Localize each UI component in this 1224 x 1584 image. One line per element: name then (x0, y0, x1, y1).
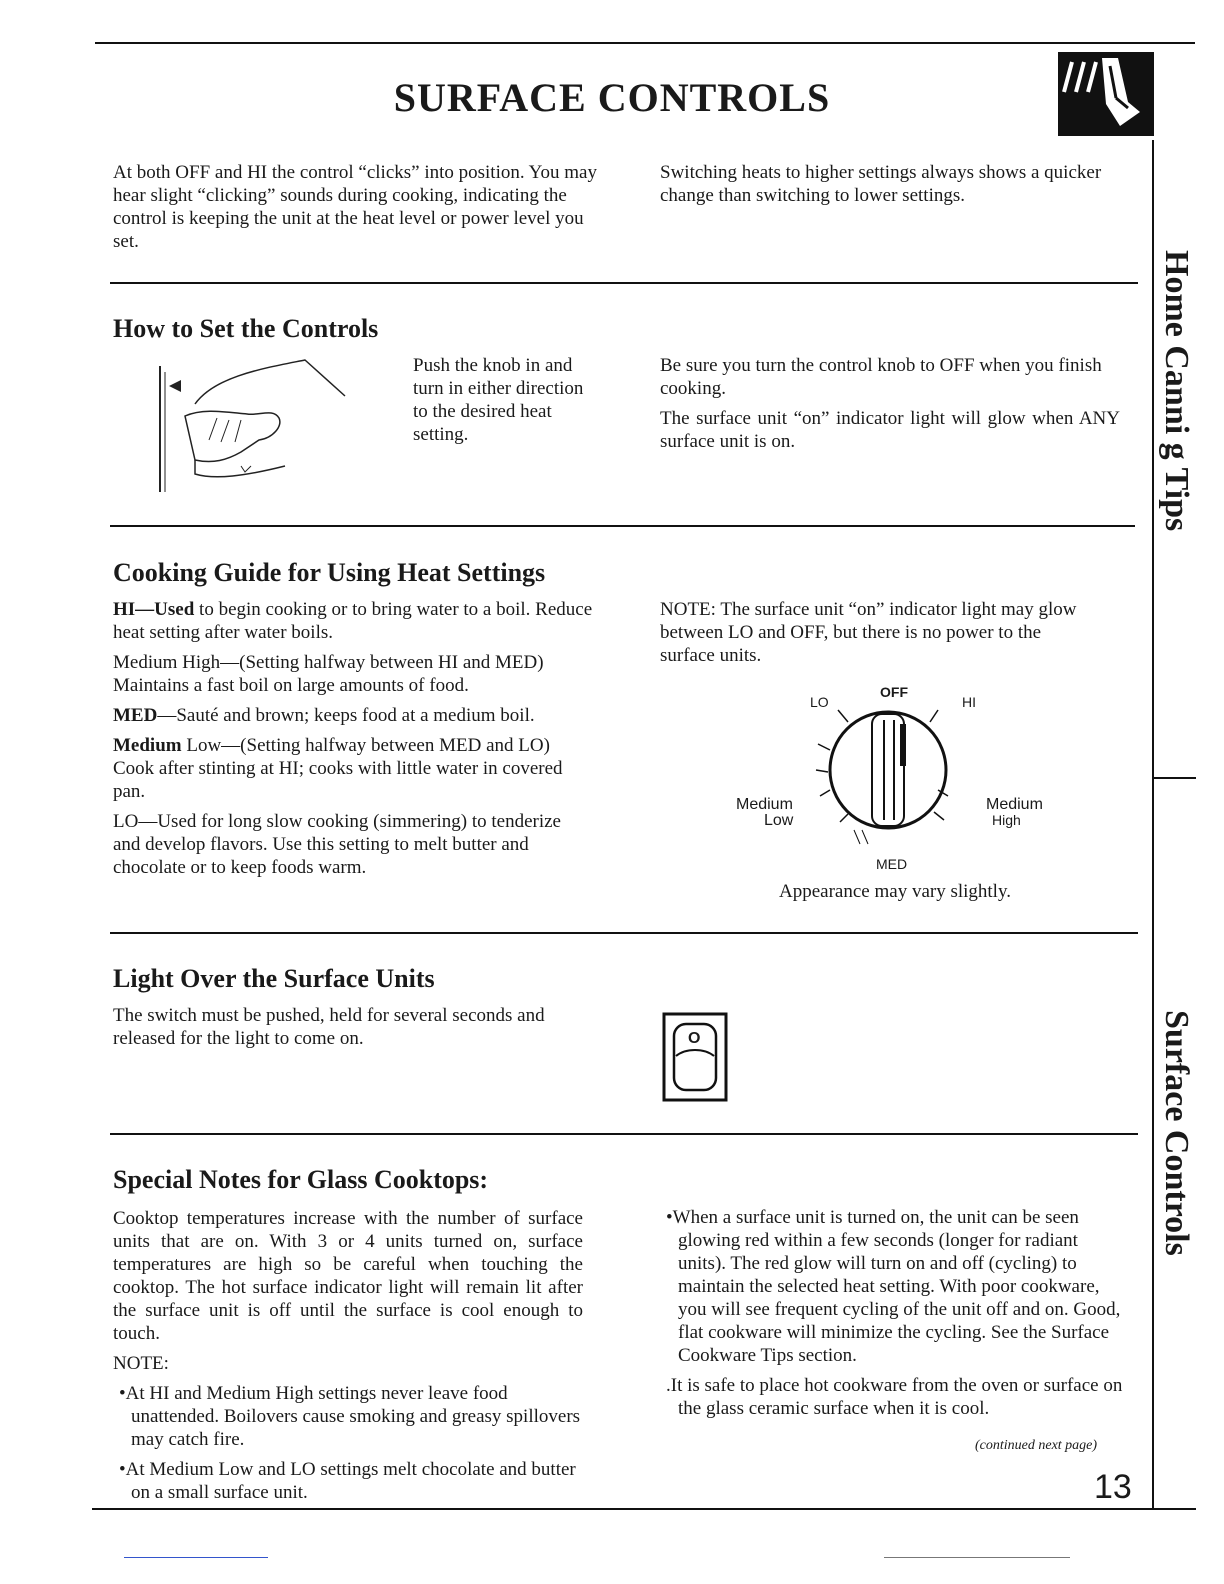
how-to-set-section (113, 314, 613, 344)
guide-item-medium-low-term: Medium (113, 735, 182, 756)
sidebar-surface-controls: Surface Controls (1158, 1010, 1195, 1256)
divider-3 (110, 932, 1138, 934)
how-to-set-right-p2: The surface unit “on” indicator light will glow when ANY surface unit is on. (660, 408, 1120, 452)
guide-item-hi (113, 598, 593, 644)
guide-item-med (113, 704, 593, 727)
intro-left-text: At both OFF and HI the control “clicks” into position. You may hear slight “clicking” sounds during cooking, indicating the control is keeping the unit at the heat level or power level you set. (113, 162, 597, 252)
guide-item-hi-text: to begin cooking or to bring water to a boil. Reduce heat setting after water boils. (113, 599, 593, 643)
switch-symbol: O (688, 1030, 701, 1047)
rocker-switch-icon (662, 1012, 728, 1102)
dial-label-medium-low-1: Medium (736, 796, 793, 813)
guide-item-lo (113, 810, 593, 879)
divider-2 (110, 525, 1135, 527)
how-to-set-caption-text: Push the knob in and turn in either direction to the desired heat setting. (413, 355, 584, 445)
dial-caption (660, 880, 1130, 910)
cooking-guide-heading: Cooking Guide for Using Heat Settings (113, 558, 546, 587)
dial-caption-text: Appearance may vary slightly. (779, 881, 1011, 902)
glass-note-label: NOTE: (113, 1353, 169, 1374)
glass-right (660, 1206, 1130, 1427)
guide-item-medium-high-text: Medium High—(Setting halfway between HI and MED) Maintains a fast boil on large amounts of food. (113, 652, 544, 696)
glass-bullet-left-2-text: At Medium Low and LO settings melt chocolate and butter on a small surface unit. (125, 1459, 576, 1503)
cooking-guide-note (660, 598, 1100, 674)
glass-bullet-right-2-text: It is safe to place hot cookware from the oven or surface on the glass ceramic surface when it is cool. (670, 1375, 1123, 1419)
continued-note: (continued next page) (975, 1438, 1098, 1453)
footer-line-left (124, 1557, 268, 1558)
glass-bullet-right-1-text: When a surface unit is turned on, the unit can be seen glowing red within a few seconds (longer for radiant units). The red glow will turn on and off (cycling) to maintain the selected heat setting. With poor cookware, you will see frequent cycling of the unit off and on. Good, flat cookware will minimize the cycling. See the Surface Cookware Tips section. (672, 1207, 1121, 1366)
cooking-guide-section (113, 558, 593, 886)
dial-label-med: MED (876, 856, 908, 872)
guide-item-med-text: —Sauté and brown; keeps food at a medium boil. (157, 705, 535, 726)
how-to-set-caption (413, 354, 593, 453)
guide-item-medium-low (113, 734, 593, 803)
divider-1 (110, 282, 1138, 284)
guide-item-medium-high (113, 651, 593, 697)
glass-bullet-left-2: •At Medium Low and LO settings melt chocolate and butter on a small surface unit. (119, 1459, 576, 1503)
guide-item-med-term: MED (113, 705, 158, 726)
footer-line-right (884, 1557, 1070, 1558)
dial-knob-icon (730, 680, 1060, 880)
dial-label-lo: LO (810, 694, 829, 710)
intro-left (113, 161, 603, 260)
light-section (113, 964, 583, 1057)
intro-right-text: Switching heats to higher settings always shows a quicker change than switching to lower settings. (660, 162, 1102, 206)
dial-label-medium-low-2: Low (764, 812, 794, 829)
dial-label-off: OFF (880, 684, 908, 700)
heat-dial-diagram (730, 680, 1060, 880)
how-to-set-heading: How to Set the Controls (113, 314, 379, 343)
glass-bullet-left-1-text: At HI and Medium High settings never leave food unattended. Boilovers cause smoking and greasy spillovers may catch fire. (125, 1383, 581, 1450)
page-number: 13 (1094, 1468, 1132, 1506)
top-rule (95, 42, 1195, 44)
guide-item-medium-low-text: Low—(Setting halfway between MED and LO) Cook after stinting at HI; cooks with little water in covered pan. (113, 735, 563, 802)
light-heading: Light Over the Surface Units (113, 964, 435, 993)
divider-4 (110, 1133, 1138, 1135)
sidebar-divider (1154, 777, 1196, 779)
glass-bullet-right-1: •When a surface unit is turned on, the unit can be seen glowing red within a few seconds (longer for radiant units). The red glow will turn on and off (cycling) to maintain the selected heat setting. With poor cookware, you will see frequent cycling of the unit off and on. Good, flat cookware will minimize the cycling. See the Surface Cookware Tips section. (666, 1207, 1121, 1366)
page-title: SURFACE CONTROLS (393, 75, 831, 120)
sidebar-home-canning-tips: Home Canni g Tips (1158, 250, 1195, 532)
glass-bullet-right-2: .It is safe to place hot cookware from the oven or surface on the glass ceramic surface when it is cool. (666, 1375, 1123, 1419)
glass-p1: Cooktop temperatures increase with the number of surface units that are on. With 3 or 4 units turned on, surface temperatures are high so be careful when touching the cooktop. The hot surface indicator light will remain lit after the surface unit is off until the surface is cool enough to touch. (113, 1208, 583, 1344)
hand-turning-knob-icon (155, 356, 355, 496)
glass-section (113, 1165, 583, 1511)
dial-label-hi: HI (962, 694, 976, 710)
knob-illustration (155, 356, 355, 496)
glass-heading: Special Notes for Glass Cooktops: (113, 1165, 489, 1194)
glass-bullet-left-1: •At HI and Medium High settings never leave food unattended. Boilovers cause smoking and greasy spillovers may catch fire. (119, 1383, 581, 1450)
intro-right (660, 161, 1130, 214)
how-to-set-right (660, 354, 1120, 460)
guide-item-hi-term: HI—Used (113, 599, 195, 620)
bottom-rule (92, 1508, 1196, 1510)
guide-item-lo-text: LO—Used for long slow cooking (simmering) to tenderize and develop flavors. Use this setting to melt butter and chocolate or to keep foods warm. (113, 811, 561, 878)
dial-label-medium-high-1: Medium (986, 796, 1043, 813)
how-to-set-right-p1: Be sure you turn the control knob to OFF when you finish cooking. (660, 355, 1102, 399)
right-margin-rule (1152, 140, 1154, 1508)
dial-label-medium-high-2: High (992, 812, 1021, 828)
cooking-guide-note-text: NOTE: The surface unit “on” indicator light may glow between LO and OFF, but there is no power to the surface units. (660, 599, 1077, 666)
light-switch-illustration (662, 1012, 728, 1102)
light-text: The switch must be pushed, held for several seconds and released for the light to come on. (113, 1005, 545, 1049)
